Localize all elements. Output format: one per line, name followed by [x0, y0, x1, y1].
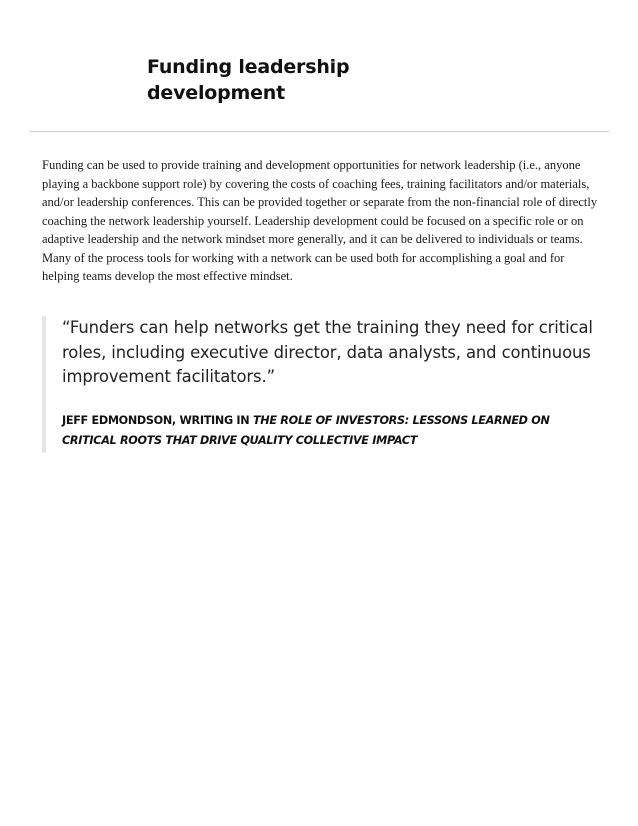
pull-quote [42, 316, 606, 453]
quote-source-title: THE ROLE OF INVESTORS: LESSONS LEARNED ON CRITICAL ROOTS THAT DRIVE QUALITY COLLECTIVE IMPACT [62, 414, 550, 447]
body-paragraph: Funding can be used to provide training and development opportunities for network leadership (i.e., anyone playing a backbone support role) by covering the costs of coaching fees, training facilitators and/or materials, and/or leadership conferences. This can be provided together or separate from the non-financial role of directly coaching the network leadership yourself. Leadership development could be focused on a specific role or on adaptive leadership and the network mindset more generally, and it can be delivered to individuals or teams. Many of the process tools for working with a network can be used both for accomplishing a goal and for helping teams develop the most effective mindset. [42, 158, 598, 283]
section-divider [30, 131, 609, 132]
section-heading: Funding leadership development [147, 56, 350, 104]
quote-attribution [62, 411, 602, 451]
quote-author: JEFF EDMONDSON, WRITING IN [62, 414, 253, 427]
quote-text: “Funders can help networks get the training they need for critical roles, including executive director, data analysts, and continuous improvement facilitators.” [62, 318, 593, 386]
